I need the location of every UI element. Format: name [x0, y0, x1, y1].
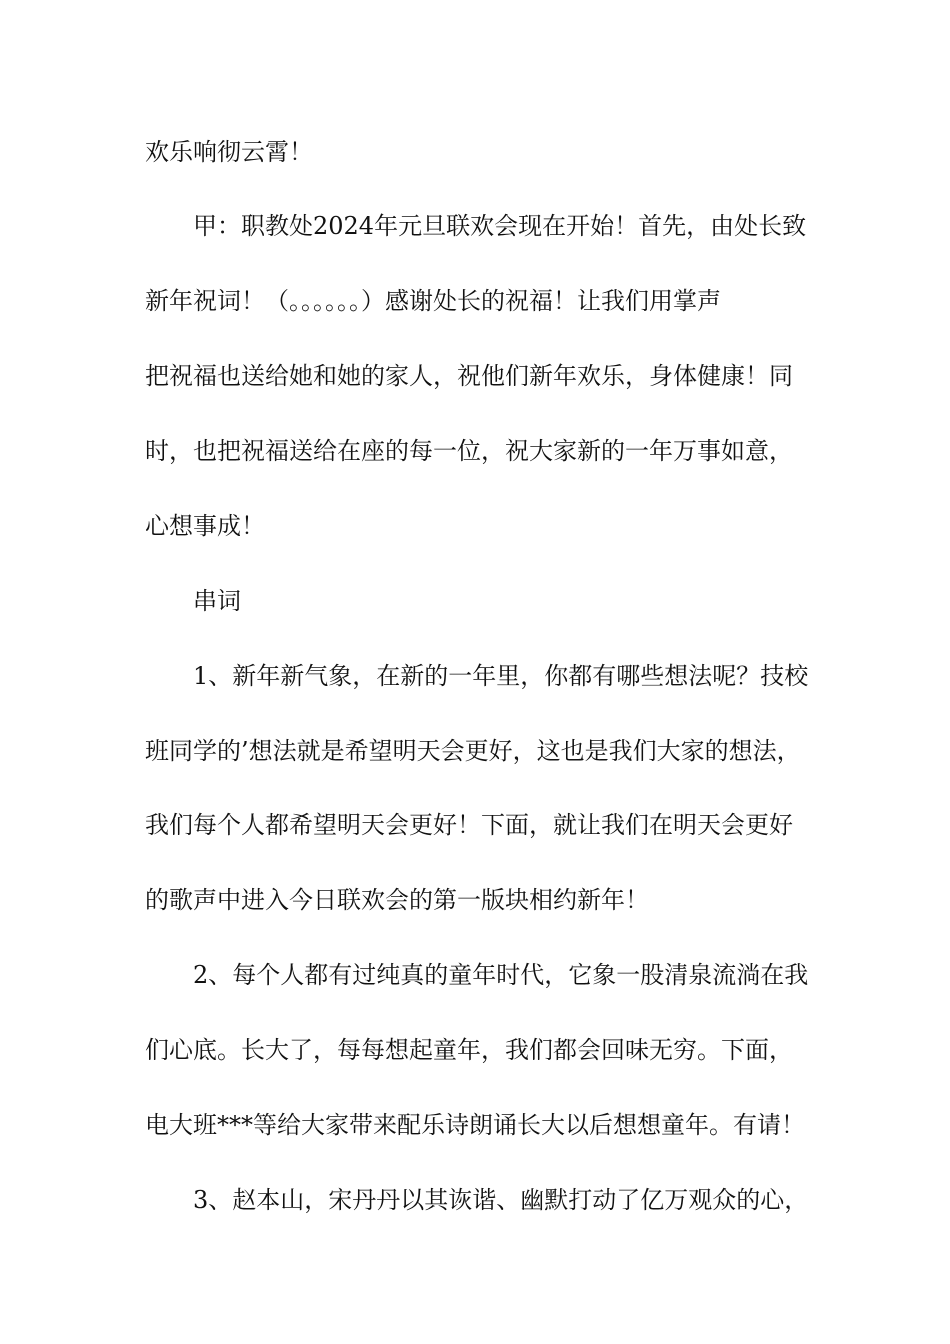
text-line: 的歌声中进入今日联欢会的第一版块相约新年！ — [145, 886, 649, 914]
text-line: 新年祝词！（。。。。。。）感谢处长的祝福！让我们用掌声 — [145, 287, 721, 315]
text-line: 电大班***等给大家带来配乐诗朗诵长大以后想想童年。有请！ — [145, 1111, 805, 1139]
text-line: 班同学的’想法就是希望明天会更好，这也是我们大家的想法， — [145, 737, 801, 765]
text-line: 甲：职教处2024年元旦联欢会现在开始！首先，由处长致 — [193, 212, 807, 240]
text-line: 2、每个人都有过纯真的童年时代，它象一股清泉流淌在我 — [193, 961, 809, 989]
text-line: 把祝福也送给她和她的家人，祝他们新年欢乐，身体健康！同 — [145, 362, 793, 390]
text-line: 们心底。长大了，每每想起童年，我们都会回味无穷。下面， — [145, 1036, 793, 1064]
text-line: 心想事成！ — [145, 512, 265, 540]
text-line: 3、赵本山，宋丹丹以其诙谐、幽默打动了亿万观众的心， — [193, 1186, 809, 1214]
section-heading: 串词 — [193, 587, 241, 615]
text-line: 欢乐响彻云霄！ — [145, 138, 313, 166]
text-line: 1、新年新气象，在新的一年里，你都有哪些想法呢？技校 — [193, 662, 809, 690]
text-line: 我们每个人都希望明天会更好！下面，就让我们在明天会更好 — [145, 811, 793, 839]
text-line: 时，也把祝福送给在座的每一位，祝大家新的一年万事如意， — [145, 437, 793, 465]
